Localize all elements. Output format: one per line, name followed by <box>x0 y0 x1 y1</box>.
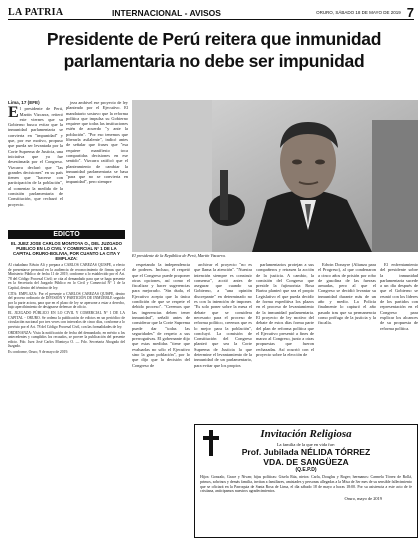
invitation-title: Invitación Religiosa <box>260 428 352 440</box>
article-column-7 <box>380 262 418 422</box>
dateline: ORURO, SÁBADO 18 DE MAYO DE 2019 <box>316 10 401 15</box>
deceased-name-line-2: VDA. DE SANGÜEZA <box>263 457 349 467</box>
masthead: LA PATRIA <box>8 7 64 18</box>
edicto-paragraph: ORDENANZA: Vista la notificación de fecha del demandado, en mérito a los antecedentes y cumplidos los recaudos, se provee la publicación del presente edicto. Fdo. Juez José Carlos Montoya O. — Fdo. Secretaria Abogada del Juzgado. <box>8 330 125 348</box>
qepd-label: (Q.E.P.D) <box>295 467 317 473</box>
edicto-body <box>8 263 125 355</box>
invitation-date: Oruro, mayo de 2019 <box>344 496 382 502</box>
article-photo <box>132 100 418 252</box>
article-column-2 <box>66 100 128 228</box>
article-col6-text: Edwin Donayre (Alianza para el Progreso), al que condenaron a cinco años de prisión por robo de gasolina de las fuerzas armadas, pero al que el Congreso se decidió levantar su inmunidad durante más de un año y medio. La Policía finalmente lo capturó el año pasado tras que su permanencia como prófugo de la justicia y la fiscalía. <box>318 262 376 326</box>
invitation-body: Hijos: Gonzalo, Grace y Nivan; hijas políticas: Gisela Rúa, nietos: Carla, Douglas y Roger; hermanos: Carmela Tórrez de Rollá, primos, sobrinos y demás familia, invitan a familiares, amistades y personas allegadas a la Misa de 3er mes de su sensible fallecimiento que se oficiará en la Parroquia de Santa Rosa de Lima, el día sábado 18 de mayo a horas 18:00. Por su asistencia a este acto de fe cristiana, anticipamos nuestros agradecimientos. <box>200 475 412 494</box>
invitation-intro: La familia de la que en vida fue: <box>276 442 336 447</box>
religious-invitation <box>194 424 418 538</box>
article-col4-text: archivar el proyecto "no es que llama la atención". "Nuestra intención siempre es construir consenso", acotó antes de asegurar que cuando su Gobierno, a "una opinión discrepante" en determinado no es con la intención de imponer. "Es solo poner sobre la mesa el debate que se considera necesario para el proceso de reforma político, creemos que es lo mejor para la población", concluyó. La comisión de Constitución del Congreso planteó que sea la Corte Suprema de Justicia la que determine el levantamiento de la inmunidad de un parlamentario, para evitar que los propios <box>194 262 252 368</box>
article-col7-text: El enfrentamiento del presidente sobre la inmunidad parlamentaria sucede a un día después de que el Gobierno se reunió con los líderes de los partidos con representación en el Congreso para explicar los alcances de su propuesta de reforma política. <box>380 262 418 331</box>
deceased-name-line-1: Prof. Jubilada NÉLIDA TÓRREZ <box>241 447 371 457</box>
article-col1-text: l presidente de Perú, Martín Vizcarra, reiteró este viernes que su Gobierno busca evitar que la inmunidad parlamentaria se convierta en "impunidad" y que, por ese motivo, propuso que pueda ser levantada por la Corte Suprema de Justicia, una iniciativa que ya fue desestimada por el Congreso. Vizcarra declaró que "las grandes decisiones" en su país tienen que "hacerse con participación de la población", al comentar la medida de la comisión parlamentaria de Constitución, que rechazó el proyecto. <box>8 106 63 207</box>
edicto-paragraph: Es conforme, Oruro, 9 de mayo de 2019. <box>8 350 69 354</box>
edicto-paragraph: Al ciudadano Edwin Ali y prepara a CARLOS CABEZAS QUISPE, a efecto de presentarse personal en la audiencia de reconocimiento de firmas que el Ministerio Público de fecha 11 de 2019, conforme a lo establecido por el Art. 78 del Código Procesal Civil; se cita al demandado para que se haga presente en la Secretaría del Juzgado Público en lo Civil y Comercial N° 1 de la Capital, dentro del término de ley. <box>8 263 125 290</box>
photo-caption: El presidente de la República de Perú, Martín Vizcarra. <box>132 253 226 258</box>
section-title: INTERNACIONAL - AVISOS <box>112 7 221 18</box>
edicto-paragraph: CITA: EMPLAZA: Por el presente a CARLOS CABEZAS QUISPE, dentro del proceso ordinario de DIVISIÓN Y PARTICIÓN DE INMUEBLE seguido por la parte actora, para que en el plazo de ley se apersone a estar a derecho, bajo apercibimiento de designarse defensor de oficio. <box>8 291 125 309</box>
headline-line-2: parlamentaria no debe ser impunidad <box>63 51 365 71</box>
article-column-6 <box>318 262 376 422</box>
article-col2-text: jeza ambivel ese proyecto de ley planteado por el Ejecutivo. El mandatario sostuvo que la reforma política que impulsa su Gobierno requiere que todas las instituciones estén de acuerdo "y ante la población". "Por eso tenemos que liberarla asilalente", indicó antes de señalar que frases que "esa requiere manifiesto toca compartidas decisiones en ese sentido". Vizcarra ratificó que el planteamiento de cambiar la inmunidad parlamentaria se basa "para que no se convierta en impunidad", pero siempre <box>66 100 128 185</box>
page-header <box>8 6 414 20</box>
dropcap: E <box>8 104 19 122</box>
article-headline <box>30 28 398 72</box>
article-column-4 <box>194 262 252 422</box>
article-column-3 <box>132 262 190 532</box>
edicto-subtitle: EL JUEZ JOSE CARLOS MONTOYA O., DEL JUZGADO PUBLICO EN LO CIVIL Y COMERCIAL N° 1 DE LA CAPITAL ORURO-BOLIVIA, POR CUANTO LA CITA Y EMPLAZA: <box>11 241 122 261</box>
article-column-5 <box>256 262 314 422</box>
byline: Lima, 17 (EFE) <box>8 100 40 105</box>
president-portrait <box>132 100 418 252</box>
headline-line-1: Presidente de Perú reitera que inmunidad <box>46 29 382 49</box>
edicto-paragraph: EL JUZGADO PÚBLICO EN LO CIVIL Y COMERCIAL N° 1 DE LA CAPITAL - ORURO. Se ordena la publicación de edictos en un periódico de circulación nacional por tres veces con intervalos de cinco días, conforme a lo previsto por el Art. 78 del Código Procesal Civil, con las formalidades de ley. <box>8 311 125 329</box>
article-lead-paragraph <box>8 106 63 207</box>
article-column-1 <box>8 100 63 228</box>
article-col5-text: parlamentarios protejan a sus compañeros y retrasen la acción de la justicia. A cambio, la comisión del Congreso que preside la fujimorista Rosa Bartra planteó que sea el propio Legislativo el que pueda decidir de forma expeditiva los plazos en el proceso de levantamiento de la inmunidad parlamentaria. El proyecto de ley motivo del debate de estos días forma parte del plan de reforma política que el Ejecutivo presentó a fines de marzo al Congreso, junto a otras propuestas que fueron rechazadas. Así ocurrió con el proyecto sobre la elección de <box>256 262 314 358</box>
page-number: 7 <box>406 5 414 20</box>
article-col3-text: respetando la independencia de poderes. Incluso, él respetó que el Congreso puede proponer otras opciones, así como el fiscalizar y hacer sugerencias para mejorarlo. "Sin duda, el Ejecutivo acepta que la única condición de que se respete el debido proceso". "Creemos que las ingerencias deben tener inmunidad", señaló antes de considerar que la Corte Suprema puede dar "todas las seguridades" de respeto a sus prerrogativas. El gobernante dijo que estas medidas "tiene que evaluarlas no sólo el Ejecutivo sino la gran población", por lo que dijo que la decisión del Congreso de <box>132 262 190 368</box>
cross-icon <box>201 429 221 457</box>
edicto-title: EDICTO <box>8 230 125 239</box>
edicto-notice <box>8 230 125 536</box>
